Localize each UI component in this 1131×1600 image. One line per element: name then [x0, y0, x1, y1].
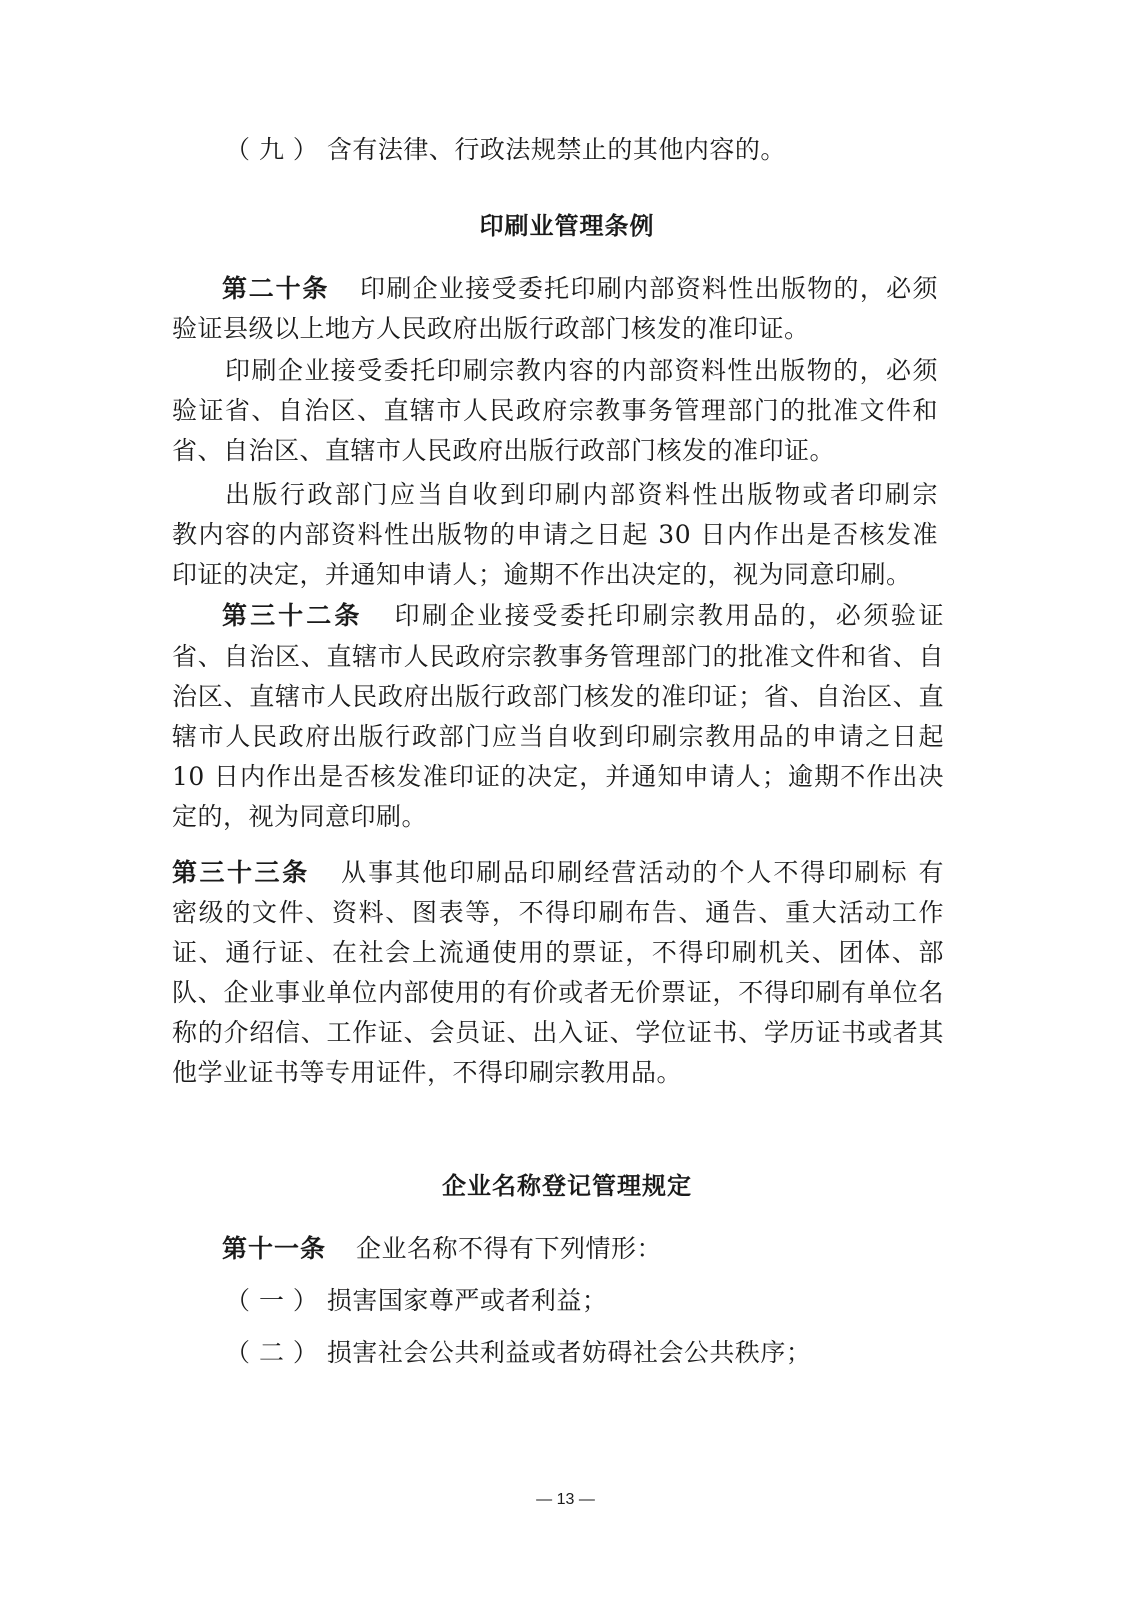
article-11-text: 企业名称不得有下列情形：	[356, 1234, 663, 1263]
article-20-label: 第二十条	[222, 274, 330, 303]
clause-item-one: （ 一 ） 损害国家尊严或者利益；	[225, 1286, 608, 1315]
article-11-label: 第十一条	[222, 1234, 327, 1263]
article-33-line-6: 他学业证书等专用证件，不得印刷宗教用品。	[172, 1058, 683, 1087]
article-20-line-2: 验证县级以上地方人民政府出版行政部门核发的准印证。	[172, 314, 810, 343]
article-32-line-3: 治区、直辖市人民政府出版行政部门核发的准印证；省、自治区、直	[172, 682, 944, 711]
article-20-line-1	[222, 269, 938, 309]
page-number: — 13 —	[536, 1491, 595, 1508]
article-33-line-1	[172, 853, 944, 893]
article-33-line-4: 队、企业事业单位内部使用的有价或者无价票证，不得印刷有单位名	[172, 978, 944, 1007]
article-20-text-1: 印刷企业接受委托印刷内部资料性出版物的，必须	[359, 274, 938, 303]
article-33-line-3: 证、通行证、在社会上流通使用的票证，不得印刷机关、团体、部	[172, 938, 944, 967]
article-33-line-5: 称的介绍信、工作证、会员证、出入证、学位证书、学历证书或者其	[172, 1018, 944, 1047]
paragraph-3-line-1: 出版行政部门应当自收到印刷内部资料性出版物或者印刷宗	[225, 480, 938, 509]
article-33-line-2: 密级的文件、资料、图表等，不得印刷布告、通告、重大活动工作	[172, 898, 944, 927]
section-heading-printing-regulations: 印刷业管理条例	[479, 212, 655, 240]
article-11-line	[222, 1229, 1012, 1269]
article-32-text-1: 印刷企业接受委托印刷宗教用品的，必须验证	[392, 601, 944, 630]
article-32-line-2: 省、自治区、直辖市人民政府宗教事务管理部门的批准文件和省、自	[172, 642, 944, 671]
article-32-line-4: 辖市人民政府出版行政部门应当自收到印刷宗教用品的申请之日起	[172, 722, 944, 751]
paragraph-2-line-3: 省、自治区、直辖市人民政府出版行政部门核发的准印证。	[172, 436, 836, 465]
paragraph-2-line-2: 验证省、自治区、直辖市人民政府宗教事务管理部门的批准文件和	[172, 396, 938, 425]
clause-item-two: （ 二 ） 损害社会公共利益或者妨碍社会公共秩序；	[225, 1338, 812, 1367]
paragraph-2-line-1: 印刷企业接受委托印刷宗教内容的内部资料性出版物的，必须	[225, 356, 938, 385]
paragraph-3-line-2: 教内容的内部资料性出版物的申请之日起 30 日内作出是否核发准	[172, 520, 938, 549]
article-32-line-5: 10 日内作出是否核发准印证的决定，并通知申请人；逾期不作出决	[172, 762, 944, 791]
article-33-text-1: 从事其他印刷品印刷经营活动的个人不得印刷标 有	[339, 858, 944, 887]
clause-item-nine: （ 九 ） 含有法律、行政法规禁止的其他内容的。	[225, 135, 786, 164]
section-heading-enterprise-name-rules: 企业名称登记管理规定	[442, 1172, 692, 1200]
article-33-label: 第三十三条	[172, 858, 310, 887]
article-32-label: 第三十二条	[222, 601, 363, 630]
paragraph-3-line-3: 印证的决定，并通知申请人；逾期不作出决定的，视为同意印刷。	[172, 560, 912, 589]
article-32-line-6: 定的，视为同意印刷。	[172, 802, 428, 831]
article-32-line-1	[222, 596, 944, 636]
